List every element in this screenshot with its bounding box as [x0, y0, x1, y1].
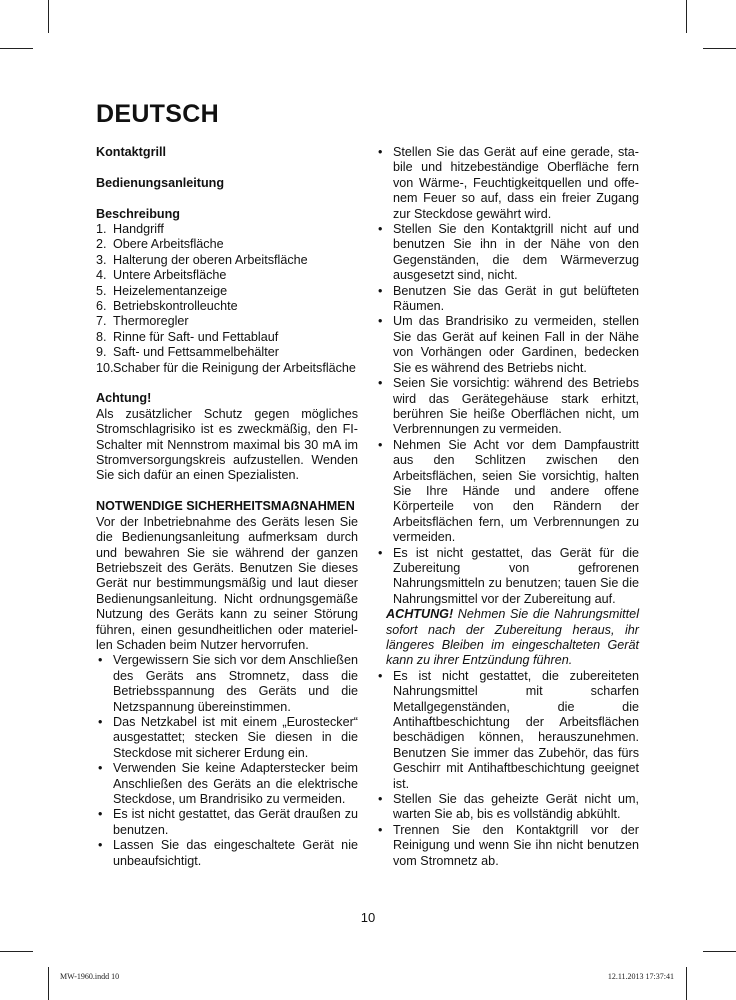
list-item: • Es ist nicht gestattet, das Gerät draußen zu benutzen. [96, 807, 358, 838]
crop-mark [0, 951, 33, 952]
safety-title: NOTWENDIGE SICHERHEITSMAẞNAHMEN [96, 499, 355, 514]
crop-mark [703, 951, 736, 952]
crop-mark [0, 48, 33, 49]
item-text: Schaber für die Reinigung der Arbeitsfläche [113, 360, 356, 375]
item-text: Heizelementanzeige [113, 283, 228, 298]
warning-label: ACHTUNG! [386, 607, 454, 622]
right-column [376, 145, 639, 869]
list-item: • Lassen Sie das eingeschaltete Gerät nie unbeaufsichtigt. [96, 838, 358, 869]
list-item: • Verwenden Sie keine Adapterstecker beim Anschließen des Geräts an die elektrische Steckdose, um Brandrisiko zu vermeiden. [96, 761, 358, 807]
crop-mark [686, 0, 687, 33]
safety-intro: Vor der Inbetriebnahme des Geräts lesen Sie die Bedienungsanleitung aufmerksam durch und bewahren Sie sie während der ganzen Betriebszeit des Geräts. Benutzen Sie dieses Gerät nur bestimmungsmäßig und laut dieser Bedienungsanleitung. Nicht ordnungsgemäße Nutzung des Geräts kann zu seiner Störung führen, einen gesundheitlichen oder materiellen Schaden beim Nutzer hervorrufen. [96, 514, 358, 652]
list-item [96, 330, 358, 345]
item-number: 6. [96, 299, 107, 314]
list-item: • Nehmen Sie Acht vor dem Dampfaustritt aus den Schlitzen zwischen den Arbeitsflächen, seien Sie vorsichtig, halten Sie Ihre Hände und andere offene Körperteile von den Rändern der Arbeitsflächen fern, um Verbrennungen zu vermeiden. [376, 438, 639, 546]
warning-text: Nehmen Sie die Nahrungsmittel sofort nach der Zubereitung heraus, ihr längeres Bleiben im eingeschalteten Gerät kann zu ihrer Entzündung führen. [386, 607, 639, 668]
crop-mark [686, 967, 687, 1000]
item-text: Halterung der oberen Arbeitsfläche [113, 252, 308, 267]
list-item: • Es ist nicht gestattet, das Gerät für die Zubereitung von gefrorenen Nahrungsmitteln zu benutzen; tauen Sie die Nahrungsmittel vor der Zubereitung auf. [376, 546, 639, 608]
item-text: Rinne für Saft- und Fettablauf [113, 329, 279, 344]
product-title: Kontaktgrill [96, 145, 166, 159]
list-item [96, 253, 358, 268]
list-item [96, 361, 358, 376]
safety-list-continued [376, 145, 639, 607]
manual-title: Bedienungsanleitung [96, 175, 225, 190]
item-number: 4. [96, 268, 107, 283]
item-text: Betriebskontrolleuchte [113, 299, 238, 314]
list-item: • Das Netzkabel ist mit einem „Eurostecker“ ausgestattet; stecken Sie diesen in die Steckdose mit sicherer Erdung ein. [96, 715, 358, 761]
list-item [96, 299, 358, 314]
page-heading: DEUTSCH [96, 100, 219, 128]
list-item: • Vergewissern Sie sich vor dem Anschließen des Geräts ans Stromnetz, dass die Betriebsspannung des Geräts und die Netzspannung übereinstimmen. [96, 653, 358, 715]
item-number: 10. [96, 360, 114, 375]
item-text: Handgriff [113, 222, 164, 236]
left-column [96, 145, 358, 869]
list-item: • Es ist nicht gestattet, die zubereiteten Nahrungsmittel mit scharfen Metallgegenständen, die die Antihaftbeschichtung der Arbeitsflächen beschädigen können, herauszunehmen. Benutzen Sie immer das Zubehör, das fürs Geschirr mit Antihaftbeschichtung geeignet ist. [376, 669, 639, 792]
item-text: Untere Arbeitsfläche [113, 268, 227, 283]
print-slug-date: 12.11.2013 17:37:41 [607, 972, 674, 981]
crop-mark [48, 0, 49, 33]
item-text: Saft- und Fettsammelbehälter [113, 345, 279, 360]
item-number: 2. [96, 237, 107, 252]
list-item [96, 314, 358, 329]
list-item: • Stellen Sie den Kontaktgrill nicht auf und benutzen Sie ihn in der Nähe von den Gegenständen, die dem Wärmeverzug ausgesetzt sind, nicht. [376, 222, 639, 284]
warning-note [376, 607, 639, 669]
item-number: 1. [96, 222, 107, 236]
page-number: 10 [360, 910, 376, 925]
list-item: • Seien Sie vorsichtig: während des Betriebs wird das Gerätegehäuse stark erhitzt, berühren Sie heiße Oberflächen nicht, um Verbrennungen zu vermeiden. [376, 376, 639, 438]
item-number: 5. [96, 283, 107, 298]
item-number: 9. [96, 345, 107, 360]
list-item [96, 284, 358, 299]
list-item: • Stellen Sie das Gerät auf eine gerade, stabile und hitzebeständige Oberfläche fern von Wärme-, Feuchtigkeitquellen und offenem Feuer so auf, dass ein freier Zugang zur Steckdose gewährt wird. [376, 145, 639, 222]
safety-list-final [376, 669, 639, 869]
attention-text: Als zusätzlicher Schutz gegen mögliches Stromschlagrisiko ist es zweckmäßig, den FI-Schalter mit Nennstrom maximal bis 30 mA im Stromversorgungskreis aufzustellen. Wenden Sie sich dafür an einen Spezialisten. [96, 406, 358, 483]
list-item: • Stellen Sie das geheizte Gerät nicht um, warten Sie ab, bis es vollständig abkühlt. [376, 792, 639, 823]
item-text: Obere Arbeitsfläche [113, 237, 224, 252]
item-number: 7. [96, 314, 107, 329]
crop-mark [48, 967, 49, 1000]
safety-list [96, 653, 358, 869]
item-text: Thermoregler [113, 314, 189, 329]
attention-title: Achtung! [96, 391, 152, 406]
parts-list [96, 222, 358, 376]
list-item [96, 345, 358, 360]
item-number: 3. [96, 252, 107, 267]
list-item [96, 222, 358, 237]
item-number: 8. [96, 329, 107, 344]
print-slug-file: MW-1960.indd 10 [60, 972, 120, 981]
list-item [96, 268, 358, 283]
list-item: • Trennen Sie den Kontaktgrill vor der Reinigung und wenn Sie ihn nicht benutzen vom Stromnetz ab. [376, 823, 639, 869]
list-item [96, 237, 358, 252]
crop-mark [703, 48, 736, 49]
list-item: • Benutzen Sie das Gerät in gut belüfteten Räumen. [376, 284, 639, 315]
description-title: Beschreibung [96, 206, 180, 221]
list-item: • Um das Brandrisiko zu vermeiden, stellen Sie das Gerät auf keinen Fall in der Nähe von Vorhängen oder Gardinen, bedecken Sie es während des Betriebs nicht. [376, 314, 639, 376]
